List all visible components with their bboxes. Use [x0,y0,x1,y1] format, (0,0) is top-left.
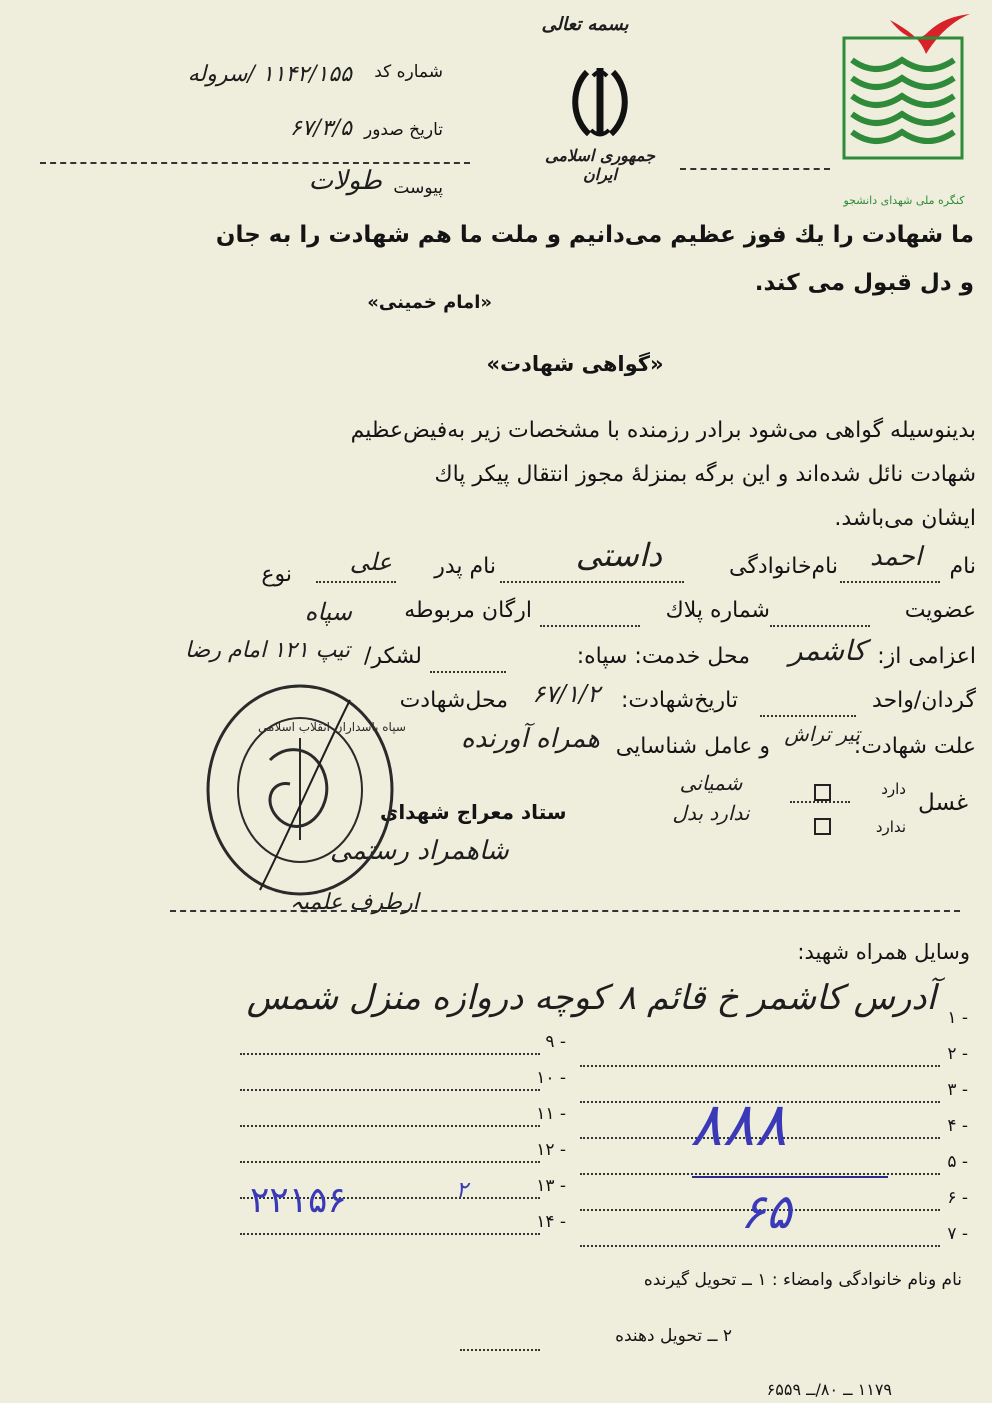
wash-yes-label: دارد [881,780,906,798]
organ-value: سپاه [304,598,352,626]
membership-line [770,624,870,627]
official-stamp [200,680,400,900]
wash-note: شمیانی ندارد بدل [672,771,750,825]
membership-label: عضویت [904,598,976,623]
footer-receiver: نام ونام خانوادگی وامضاء : ۱ ــ تحویل گیرنده [643,1270,962,1290]
wash-yes-checkbox[interactable] [814,784,831,801]
belongings-left-line [240,1232,540,1235]
type-label: نوع [261,562,292,587]
organ-label: ارگان مربوطه [404,598,532,623]
belongings-left-line [240,1160,540,1163]
martyr-place-label: محل‌شهادت [399,688,508,713]
signature-block-1: ستاد معراج شهدای [380,800,567,824]
logo-caption: کنگره ملی شهدای دانشجو [843,194,965,207]
header-divider-right [680,168,830,170]
belongings-left-line [240,1052,540,1055]
signature-block-2: شاهمراد رستمی [330,836,509,866]
belongings-right-line [580,1244,940,1247]
separator-scrawl: ارطرف علمیہ [290,890,419,915]
service-label: محل خدمت: سپاه: [576,644,750,669]
belongings-left-line [240,1124,540,1127]
section-divider [170,910,960,912]
battalion-label: گردان/واحد [872,688,976,713]
cause-label: علت شهادت: [853,734,976,759]
footer-deliverer-line [460,1348,540,1351]
cause-value: تیر تراش [784,722,860,746]
wash-label: غسل [918,790,968,816]
service-line [430,670,506,673]
belongings-left-number: - ۱۰ [536,1068,566,1088]
bismillah: بسمه تعالی [541,14,629,35]
family-value: داستی [575,536,662,574]
father-line [316,580,396,583]
belongings-right-number: - ۶ [947,1188,968,1208]
quote-line-2: و دل قبول می کند. [754,270,974,296]
identifier-label: و عامل شناسایی [615,734,770,759]
belongings-right-number: - ۲ [947,1044,968,1064]
stamp-text: سپاه پاسداران انقلاب اسلامی [258,720,406,734]
belongings-right-number: - ۴ [947,1116,968,1136]
martyr-date-value: ۶۷/۱/۲ [532,680,600,708]
dispatch-label: اعزامی از: [877,644,976,669]
intro-line-3: ایشان می‌باشد. [834,506,976,531]
division-label: لشکر/ [363,644,422,669]
division-value: تیپ ۱۲۱ امام رضا [184,638,350,663]
name-line [840,580,940,583]
belongings-left-number: - ۹ [545,1032,566,1052]
belongings-left-line [240,1088,540,1091]
belongings-left-number: - ۱۱ [536,1104,566,1124]
belongings-right-number: - ۱ [947,1008,968,1028]
name-value: احمد [870,542,922,572]
number-label: شماره کد [374,62,443,82]
battalion-line [760,714,856,717]
tag-line [540,624,640,627]
belongings-right-line [580,1064,940,1067]
belongings-left-number: - ۱۲ [536,1140,566,1160]
quote-line-1: ما شهادت را یك فوز عظیم می‌دانیم و ملت ما هم شهادت را به جان [215,222,974,248]
blue-number-annotation: ۲۲۱۵۶ [250,1180,347,1221]
blue-code-annotation-2: ۶۵ [740,1184,792,1240]
father-label: نام پدر [434,554,496,579]
date-value: ۶۷/۳/۵ [289,116,352,141]
attachment-value: طولات [308,166,382,196]
footer-code: ۱۱۷۹ ــ ۸۰/ــ ۶۵۵۹ [766,1380,892,1399]
belongings-right-number: - ۵ [947,1152,968,1172]
blue-code-annotation: ۸۸۸ [690,1090,787,1160]
blue-code-underline [692,1176,888,1178]
identifier-value: همراه آورنده [460,724,600,754]
belongings-heading: وسایل همراه شهید: [797,940,970,964]
name-label: نام [949,554,976,579]
quote-author: «امام خمینی» [367,292,492,313]
family-label: نام‌خانوادگی [729,554,838,579]
page-title: «گواهی شهادت» [486,352,664,376]
date-label: تاریخ صدور [363,120,443,140]
father-value: علی [349,548,392,576]
belongings-left-number: - ۱۴ [536,1212,566,1232]
attachment-label: پیوست [393,178,443,198]
martyr-date-label: تاریخ‌شهادت: [621,688,738,713]
belongings-right-line [580,1172,940,1175]
intro-line-2: شهادت نائل شده‌اند و این برگه بمنزلهٔ مجوز انتقال پیکر پاك [434,462,976,487]
belongings-item-1: آدرس کاشمر خ قائم ۸ کوچه دروازه منزل شمس [246,978,936,1018]
student-martyrs-logo-icon [830,8,978,188]
wash-no-checkbox[interactable] [814,818,831,835]
dispatch-value: کاشمر [789,634,866,667]
belongings-right-number: - ۷ [947,1224,968,1244]
footer-deliverer: ۲ ــ تحویل دهنده [615,1326,732,1346]
iran-emblem-icon [565,62,635,142]
belongings-right-number: - ۳ [947,1080,968,1100]
tag-label: شماره پلاك [665,598,770,623]
family-line [500,580,684,583]
wash-yes-line [790,800,850,803]
blue-small-annotation: ۲ [456,1178,468,1203]
belongings-left-number: - ۱۳ [536,1176,566,1196]
number-value: ۱۱۴۲/۱۵۵ /سروله [187,62,352,87]
country-name: جمهوری اسلامی ایران [545,146,655,184]
header-divider [40,162,470,164]
wash-no-label: ندارد [875,818,906,836]
intro-line-1: بدینوسیله گواهی می‌شود برادر رزمنده با مشخصات زیر به‌فیض‌عظیم [350,418,976,443]
